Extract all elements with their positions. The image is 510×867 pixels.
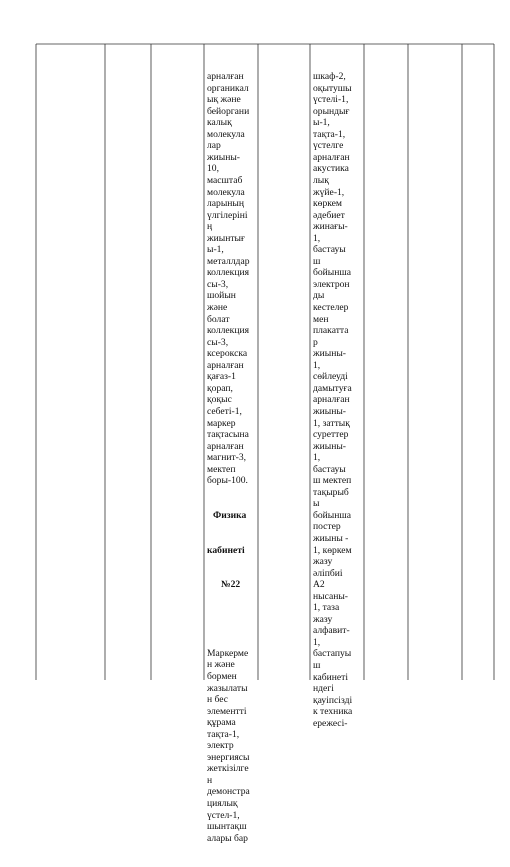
equipment-list-part1: арналған органикал ық және бейоргани калық молекула лар жиыны- 10, масштаб молекула ларының үлгілеріні ң жиынтығ ы-1, металлдар коллекция сы-3, шойын және болат коллекция сы-3, ксерокска арналған қағаз-1 қорап, қоқыс себеті-1, маркер тақтасына арналған магнит-3, мектеп боры-100.	[207, 71, 250, 487]
equipment-list-part2: Маркерме н және бормен жазылаты н бес элементті құрама тақта-1, электр энергиясы жеткізілге н демонстра циялық үстел-1, шынтақш алары бар	[207, 647, 250, 844]
spacer	[207, 614, 257, 625]
physics-cabinet-heading-line2: кабинеті	[207, 544, 245, 556]
physics-cabinet-heading-line1: Физика	[213, 509, 247, 521]
table-cell-equipment-col4	[313, 48, 363, 752]
equipment-list-col4: шкаф-2, оқытушы үстелі-1, орындығ ы-1, тақта-1, үстелге арналған акустика лық жүйе-1, көркем әдебиет жинағы- 1, бастауы ш бойынша электрон ды кестелер мен плакатта р жиыны- 1, сөйлеуді дамытуға арналған жиыны- 1, заттық суреттер жиыны- 1, бастауы ш мектеп тақырыб ы бойынша постер жиыны - 1, көркем жазу әліпбиі А2 нысаны- 1, таза жазу алфавит- 1, бастапуы ш кабинеті ндегі қауіпсізді к техника ережесі-	[313, 71, 353, 729]
table-cell-equipment-col3	[207, 48, 257, 867]
physics-cabinet-heading-line3: №22	[221, 579, 241, 591]
